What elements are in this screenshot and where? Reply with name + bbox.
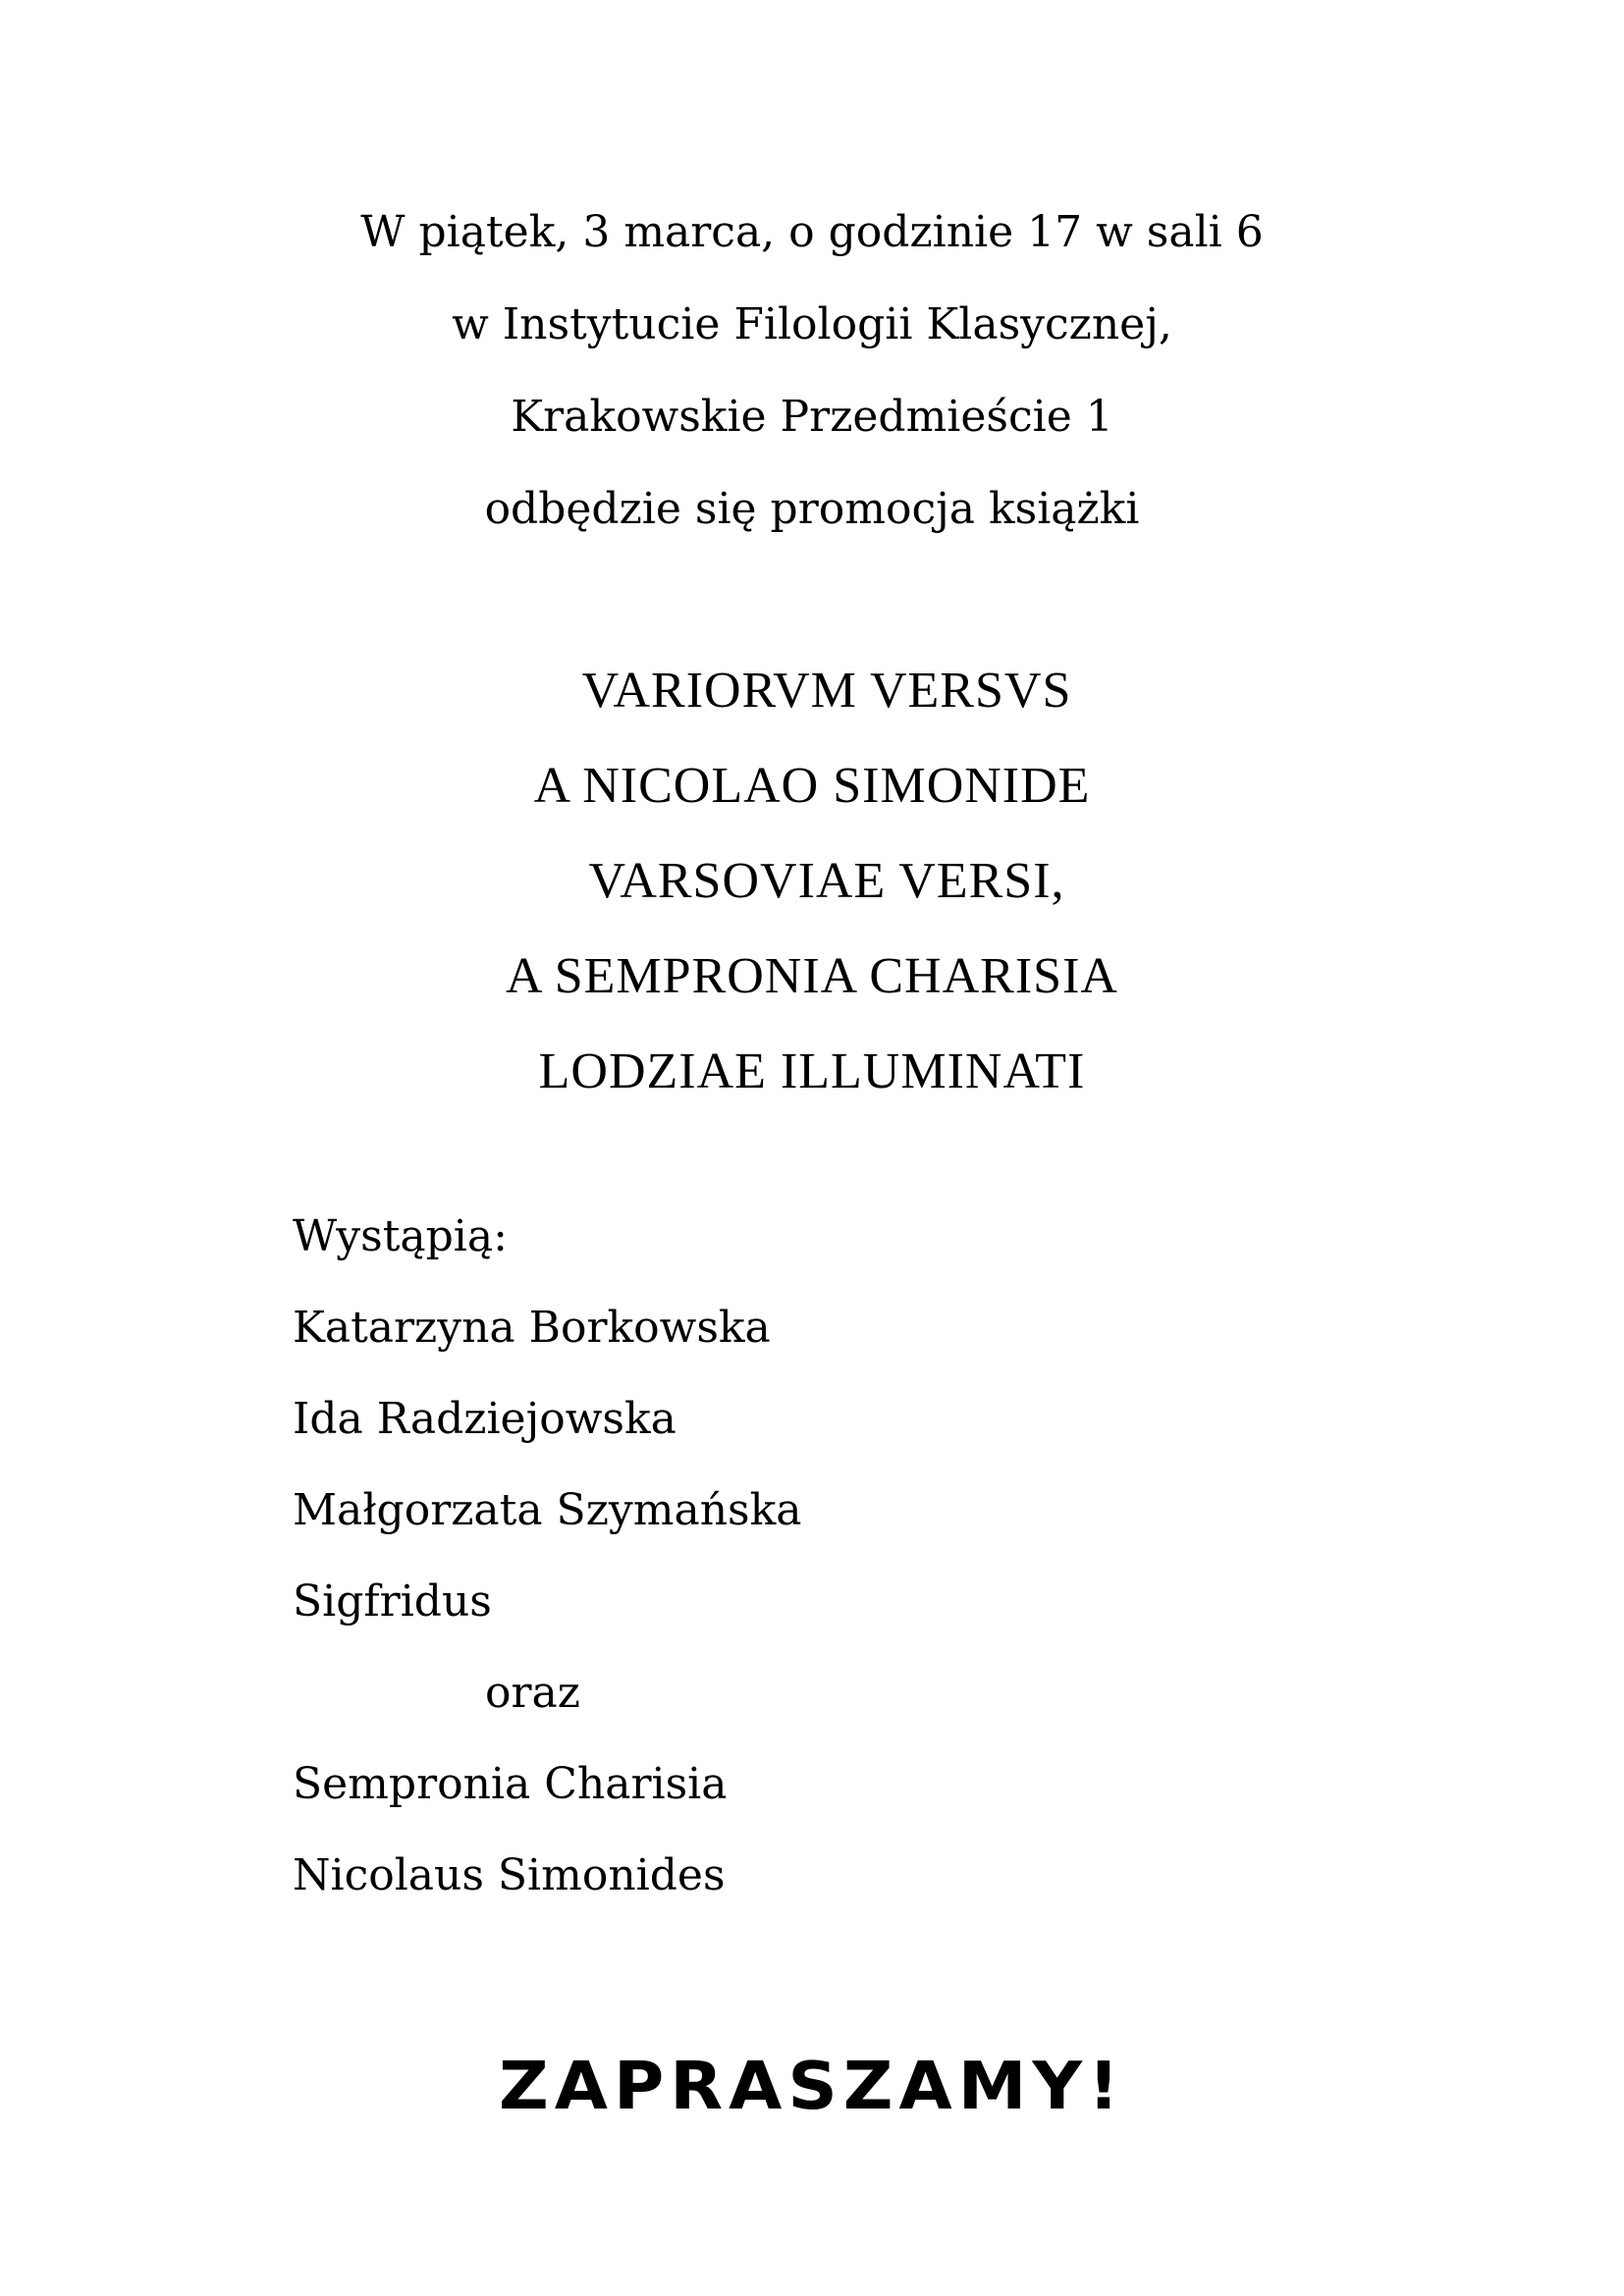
book-title-line: A SEMPRONIA CHARISIA xyxy=(506,948,1118,1004)
book-title-line: VARSOVIAE VERSI, xyxy=(588,853,1065,909)
speakers-heading: Wystąpią: xyxy=(293,1211,508,1261)
book-title-line: VARIORVM VERSVS xyxy=(581,663,1072,719)
host-name: Nicolaus Simonides xyxy=(293,1850,726,1900)
event-date-line: W piątek, 3 marca, o godzinie 17 w sali 6 xyxy=(360,207,1264,257)
event-details xyxy=(0,187,1624,556)
book-title xyxy=(0,643,1624,1119)
speaker-name: Sigfridus xyxy=(293,1576,492,1627)
event-purpose-line: odbędzie się promocja książki xyxy=(484,484,1140,534)
speaker-name: Katarzyna Borkowska xyxy=(293,1303,771,1353)
event-venue-line: w Instytucie Filologii Klasycznej, xyxy=(452,299,1172,349)
book-title-line: A NICOLAO SIMONIDE xyxy=(533,758,1091,814)
speaker-name: Małgorzata Szymańska xyxy=(293,1485,802,1535)
book-title-line: LODZIAE ILLUMINATI xyxy=(538,1043,1086,1099)
host-name: Sempronia Charisia xyxy=(293,1759,728,1809)
invitation-call: ZAPRASZAMY! xyxy=(499,2048,1125,2124)
event-address-line: Krakowskie Przedmieście 1 xyxy=(511,392,1113,442)
speaker-name: Ida Radziejowska xyxy=(293,1394,677,1444)
speakers-conjunction: oraz xyxy=(485,1668,580,1718)
speakers-list xyxy=(293,1191,802,1921)
